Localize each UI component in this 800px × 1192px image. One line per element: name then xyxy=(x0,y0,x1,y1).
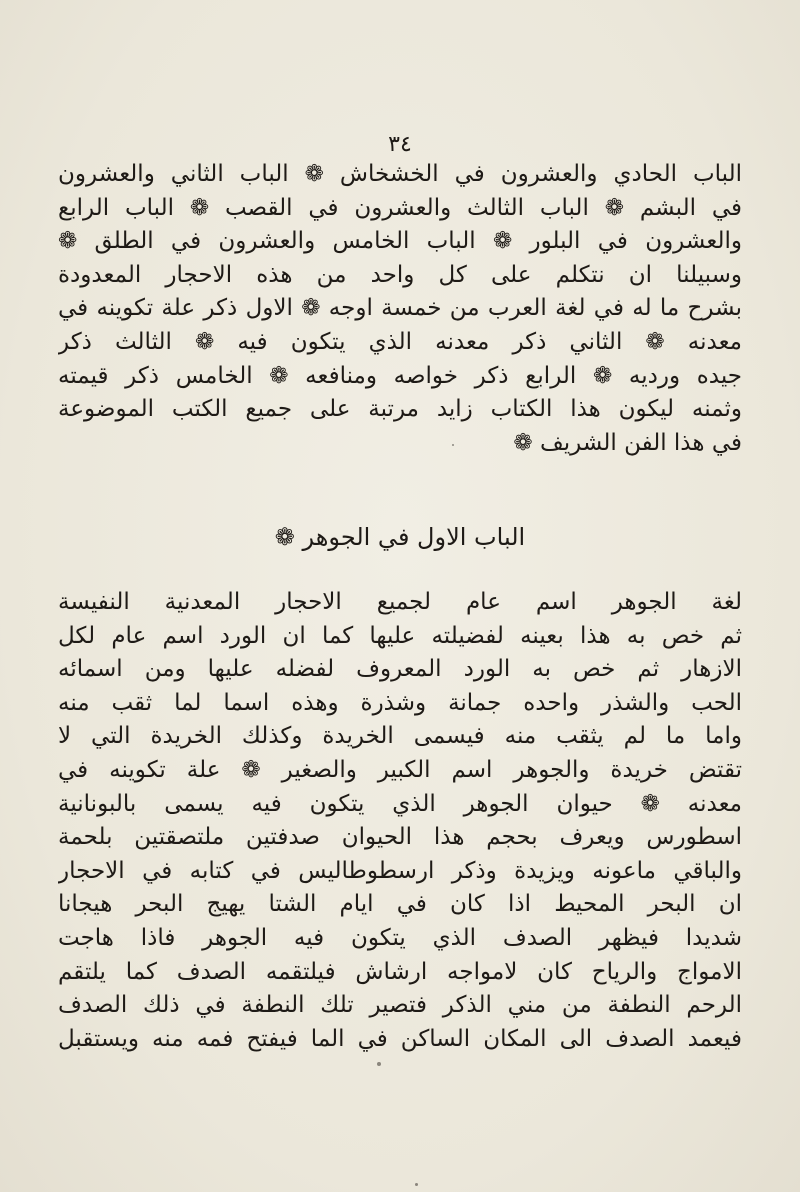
text-line: شديدا فيظهر الصدف الذي يتكون فيه الجوهر فاذا هاجت xyxy=(58,924,742,951)
text-line: جيده ورديه ❁ الرابع ذكر خواصه ومنافعه ❁ الخامس ذكر قيمته xyxy=(58,362,742,389)
text-line: الحب والشذر واحده جمانة وشذرة وهذه اسما لما ثقب منه xyxy=(58,689,742,716)
text-line: لغة الجوهر اسم عام لجميع الاحجار المعدنية النفيسة xyxy=(58,589,742,615)
section-heading: الباب الاول في الجوهر ❁ xyxy=(274,523,526,551)
text-line: الرحم النطفة من مني الذكر فتصير تلك النطفة في ذلك الصدف xyxy=(58,992,742,1019)
text-line: الباب الحادي والعشرون في الخشخاش ❁ الباب الثاني والعشرون xyxy=(58,161,742,187)
text-line: فيعمد الصدف الى المكان الساكن في الما فيفتح فمه منه ويستقبل xyxy=(58,1025,742,1052)
page-number: ٣٤ xyxy=(388,132,412,157)
text-line: تقتض خريدة والجوهر اسم الكبير والصغير ❁ علة تكوينه في xyxy=(58,756,742,783)
text-line: وثمنه ليكون هذا الكتاب زايد مرتبة على جميع الكتب الموضوعة xyxy=(58,396,742,423)
text-line: والعشرون في البلور ❁ الباب الخامس والعشرون في الطلق ❁ xyxy=(58,228,742,255)
text-line: والباقي ماعونه ويزيدة وذكر ارسطوطاليس في كتابه في الاحجار xyxy=(58,857,742,884)
text-line: ثم خص به هذا بعينه لفضيلته عليها كما ان الورد اسم عام لكل xyxy=(58,622,742,649)
text-line: الازهار ثم خص به الورد المعروف لفضله عليها ومن اسمائه xyxy=(58,656,742,683)
paper-speck xyxy=(377,1062,381,1066)
paper-speck xyxy=(415,1183,418,1186)
text-line: اسطورس ويعرف بحجم هذا الحيوان صدفتين ملتصقتين بلحمة xyxy=(58,824,742,851)
text-line: واما ما لم يثقب منه فيسمى الخريدة وكذلك الخريدة التي لا xyxy=(58,723,742,750)
text-line: معدنه ❁ الثاني ذكر معدنه الذي يتكون فيه ❁ الثالث ذكر xyxy=(58,328,742,355)
paper-speck xyxy=(452,444,454,446)
text-line: الامواج والرياح كان لامواجه ارشاش فيلتقمه الصدف كما يلتقم xyxy=(58,958,742,985)
text-line: في البشم ❁ الباب الثالث والعشرون في القصب ❁ الباب الرابع xyxy=(58,194,742,221)
section-paragraph xyxy=(58,586,742,1056)
intro-paragraph xyxy=(58,158,742,460)
text-line: وسبيلنا ان نتكلم على كل واحد من هذه الاحجار المعدودة xyxy=(58,261,742,288)
text-line: في هذا الفن الشريف ❁ xyxy=(513,429,742,456)
text-line: بشرح ما له في لغة العرب من خمسة اوجه ❁ الاول ذكر علة تكوينه في xyxy=(58,295,742,322)
text-line: ان البحر المحيط اذا كان في ايام الشتا يهيج البحر هيجانا xyxy=(58,891,742,918)
text-line: معدنه ❁ حيوان الجوهر الذي يتكون فيه يسمى بالبونانية xyxy=(58,790,742,817)
